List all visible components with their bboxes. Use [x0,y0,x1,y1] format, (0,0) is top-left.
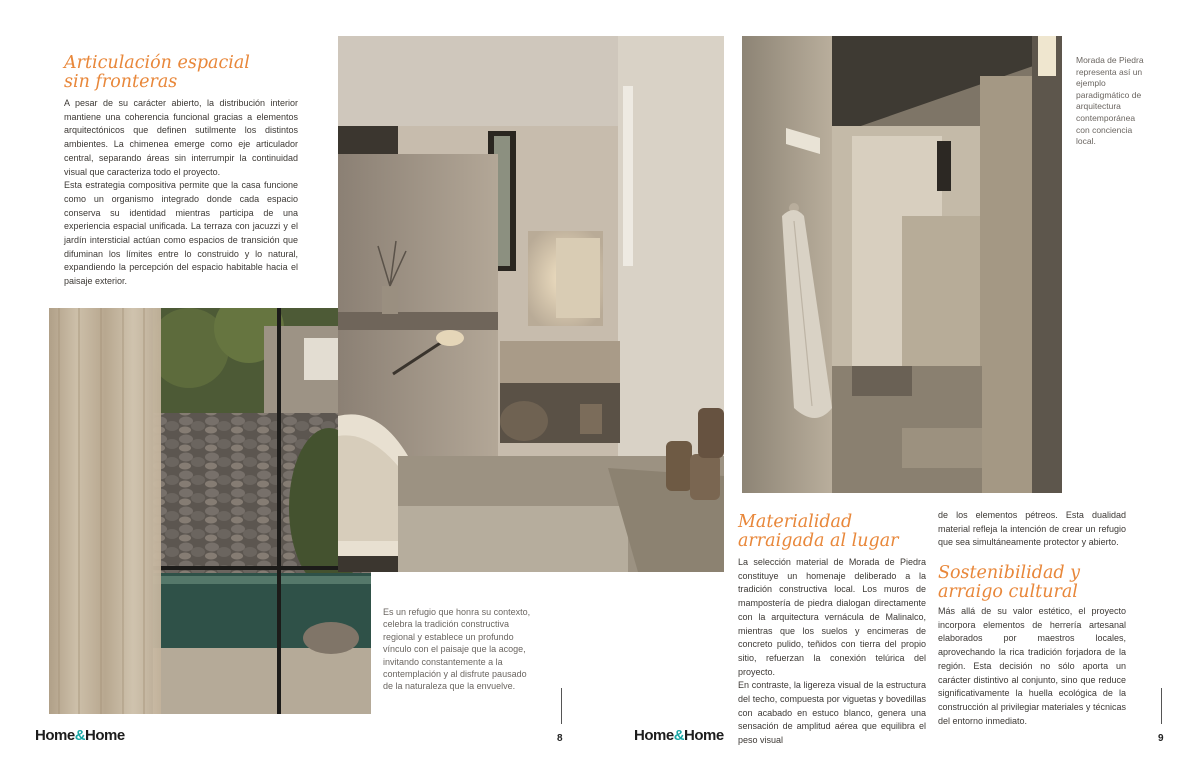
photo-window-pool-image [49,308,371,714]
materialidad-paragraph-1: La selección material de Morada de Piedra constituye un homenaje deliberado a la tradición constructiva local. Los muros de mampostería de piedra dialogan directamente con la arquitectura vernácula de Malinalco, mientras que los suelos y encimeras de concreto pulido, teñidos con tierra del propio sitio, refuerzan la conexión telúrica del proyecto. [738,557,926,677]
materialidad-paragraph-2: En contraste, la ligereza visual de la estructura del techo, compuesta por viguetas y bovedillas con acabado en estuco blanco, genera una sensación de amplitud aérea que equilibra el peso visual [738,680,926,746]
right-logo-word-2: Home [684,727,724,744]
left-page-number: 8 [557,733,563,744]
right-caption: Morada de Piedra representa así un ejemplo paradigmático de arquitectura contemporánea con conciencia local. [1076,55,1144,147]
left-body-text [64,97,298,289]
left-heading: Articulación espacial sin fronteras [64,53,250,92]
section-materialidad-continued: de los elementos pétreos. Esta dualidad material refleja la intención de crear un refugio que sea simultáneamente protector y abierto. [938,510,1126,548]
right-logo-ampersand: & [673,727,685,744]
section-materialidad-heading: Materialidad arraigada al lugar [738,512,899,551]
right-page [600,0,1200,776]
photo-window-pool [49,308,371,714]
left-paragraph-2: Esta estrategia compositiva permite que la casa funcione como un organismo integrado donde cada espacio conserva su identidad mientras participa de una experiencia espacial unificada. La terraza con jacuzzi y el jardín intersticial actúan como espacios de transición que difuminan los límites entre lo construido y lo natural, expandiendo la percepción del espacio habitable hacia el paisaje exterior. [64,180,298,287]
right-logo-word-1: Home [634,727,674,744]
section-sostenibilidad-body: Más allá de su valor estético, el proyecto incorpora elementos de herrería artesanal elaborados por maestros locales, aprovechando la rica tradición forjadora de la región. Esta decisión no sólo aporta un carácter distintivo al conjunto, sino que reduce significativamente la huella ecológica de la construcción al privilegiar materiales y técnicas del entorno inmediato. [938,606,1126,726]
photo-hallway-towel [742,36,1062,493]
photo-hallway-towel-image [742,36,1062,493]
left-paragraph-1: A pesar de su carácter abierto, la distribución interior mantiene una coherencia funcional gracias a elementos arquitectónicos que definen sutilmente los distintos ambientes. La chimenea emerge como eje articulador central, separando áreas sin interrumpir la continuidad visual que caracteriza todo el proyecto. [64,98,298,177]
right-logo [634,727,724,744]
section-sostenibilidad-heading: Sostenibilidad y arraigo cultural [938,563,1081,602]
left-logo-word-1: Home [35,727,75,744]
right-footer-rule [1161,688,1162,724]
left-logo-ampersand: & [74,727,86,744]
right-page-number: 9 [1158,733,1164,744]
left-logo-word-2: Home [85,727,125,744]
left-caption: Es un refugio que honra su contexto, celebra la tradición constructiva regional y establece un profundo vínculo con el paisaje que la acoge, invitando constantemente a la contemplación y al disfrute pausado de la naturaleza que la envuelve. [383,607,531,692]
left-footer-rule [561,688,562,724]
left-logo [35,727,125,744]
section-materialidad-body [738,556,926,748]
